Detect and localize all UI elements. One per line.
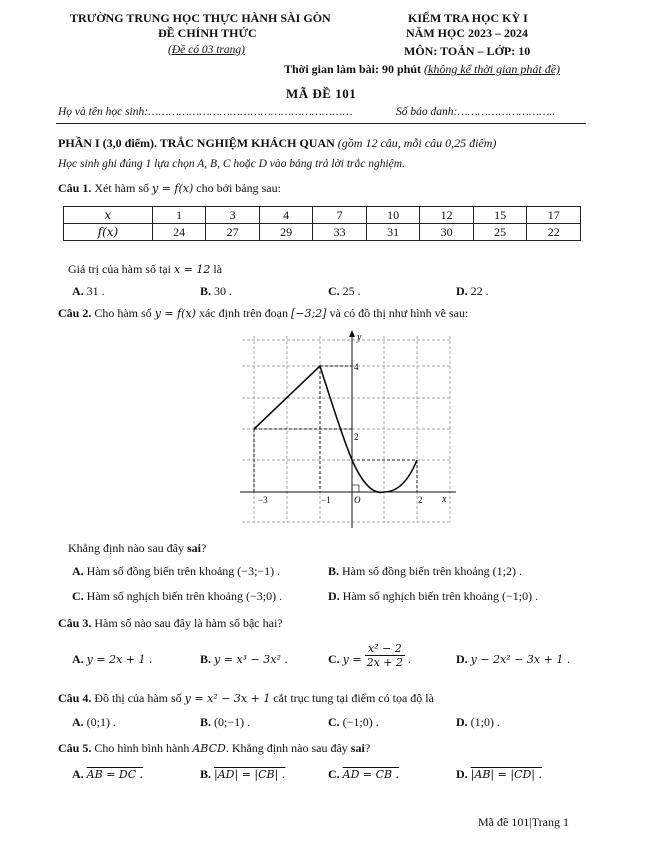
option-key: D. — [456, 284, 468, 298]
table-cell: 12 — [420, 207, 474, 224]
part1-title — [58, 136, 496, 151]
table-cell: 4 — [259, 207, 313, 224]
q3-stem — [58, 616, 283, 631]
q5-text-c: ? — [364, 741, 371, 755]
q4-option-c — [328, 715, 379, 730]
option-text: Hàm số nghịch biến trên khoảng (−1;0) . — [342, 589, 539, 603]
table-row-f — [64, 224, 581, 241]
part1-note: (gồm 12 câu, mỗi câu 0,25 điểm) — [337, 136, 497, 150]
table-cell: 29 — [259, 224, 313, 241]
option-text: y = x³ − 3x² . — [214, 653, 288, 666]
subject: MÔN: TOÁN – LỚP: 10 — [404, 44, 531, 58]
table-cell: x — [64, 207, 153, 224]
option-key: A. — [72, 715, 84, 729]
table-cell: 25 — [473, 224, 527, 241]
q5-label: Câu 5. — [58, 741, 92, 755]
q1-question-b: là — [213, 262, 223, 276]
option-text: Hàm số đồng biến trên khoảng (−3;−1) . — [86, 564, 281, 578]
option-key: C. — [72, 589, 84, 603]
tick-label-m3: −3 — [258, 495, 268, 505]
page-count: (Đề có 03 trang) — [168, 44, 245, 56]
q1-label: Câu 1. — [58, 181, 92, 195]
q2-text-b: xác định trên đoạn — [198, 306, 288, 320]
q1-option-c — [328, 284, 361, 299]
student-name-field: Họ và tên học sinh:…………………………………………………… — [58, 106, 353, 118]
q1-math: y = f(x) — [152, 182, 194, 195]
q2-option-d — [328, 589, 538, 604]
time-note: (không kể thời gian phát đề) — [424, 62, 561, 76]
option-key: A. — [72, 564, 84, 578]
option-text: (1;0) . — [470, 715, 500, 729]
student-id-field: Số báo danh:……………………….. — [396, 106, 556, 118]
q4-text-a: Đồ thị của hàm số — [94, 691, 182, 705]
option-key: B. — [200, 652, 212, 666]
q3-label: Câu 3. — [58, 616, 92, 630]
page-footer: Mã đề 101|Trang 1 — [478, 815, 569, 829]
option-key: B. — [200, 715, 212, 729]
q1-text-a: Xét hàm số — [94, 181, 149, 195]
q2-option-c — [72, 589, 282, 604]
q2-text-a: Cho hàm số — [94, 306, 152, 320]
q2-statement-a: Khẳng định nào sau đây — [68, 541, 184, 555]
x-axis-label: x — [442, 494, 447, 505]
option-key: C. — [328, 715, 340, 729]
fraction-numerator: x² − 2 — [365, 642, 405, 656]
q4-label: Câu 4. — [58, 691, 92, 705]
table-cell: 27 — [206, 224, 260, 241]
option-text: 31 . — [86, 284, 105, 298]
q2-statement-sai: sai — [186, 541, 201, 555]
q5-sai: sai — [350, 741, 365, 755]
q1-stem — [58, 181, 281, 196]
q1-option-b — [200, 284, 232, 299]
q3-option-b — [200, 652, 288, 667]
q5-option-a — [72, 767, 143, 782]
q1-option-d — [456, 284, 489, 299]
option-key: A. — [72, 652, 84, 666]
option-key: D. — [456, 715, 468, 729]
option-text-end: . — [408, 652, 412, 666]
table-cell: f(x) — [64, 224, 153, 241]
option-key: D. — [456, 652, 468, 666]
option-text: |AD| = |CB| . — [214, 768, 286, 781]
time-line — [284, 62, 560, 77]
option-text: 30 . — [214, 284, 233, 298]
q2-label: Câu 2. — [58, 306, 92, 320]
table-cell: 33 — [313, 224, 367, 241]
table-cell: 31 — [366, 224, 420, 241]
q4-text-b: cắt trục tung tại điểm có tọa độ là — [273, 691, 434, 705]
q3-fraction — [365, 642, 405, 669]
y-axis-arrow — [349, 330, 355, 337]
option-text: Hàm số đồng biến trên khoảng (1;2) . — [342, 564, 522, 578]
option-text: AB = DC . — [86, 768, 144, 781]
q1-question-a: Giá trị của hàm số tại — [68, 262, 171, 276]
q2-statement-c: ? — [201, 541, 207, 555]
option-key: C. — [328, 284, 340, 298]
q3-option-c — [328, 642, 411, 669]
header-divider — [56, 123, 586, 124]
q4-option-d — [456, 715, 500, 730]
table-cell: 1 — [152, 207, 206, 224]
q2-statement — [68, 541, 206, 556]
q2-math1: y = f(x) — [154, 307, 196, 320]
tick-label-4: 4 — [354, 362, 359, 372]
option-text: (0;−1) . — [214, 715, 251, 729]
option-text: Hàm số nghịch biến trên khoảng (−3;0) . — [86, 589, 283, 603]
option-text: y = 2x + 1 . — [86, 653, 153, 666]
school-year: NĂM HỌC 2023 – 2024 — [406, 26, 528, 40]
q4-option-a — [72, 715, 116, 730]
table-cell: 15 — [473, 207, 527, 224]
q2-option-a — [72, 564, 280, 579]
q5-stem — [58, 741, 370, 756]
table-cell: 10 — [366, 207, 420, 224]
q1-option-a — [72, 284, 105, 299]
option-text: AD = CB . — [342, 768, 400, 781]
q3-text: Hàm số nào sau đây là hàm số bậc hai? — [94, 616, 283, 630]
option-key: B. — [200, 767, 212, 781]
q1-text-b: cho bởi bảng sau: — [196, 181, 281, 195]
time-text: Thời gian làm bài: 90 phút — [284, 62, 422, 76]
q5-option-d — [456, 767, 542, 782]
option-text: y − 2x² − 3x + 1 . — [470, 653, 571, 666]
q5-option-c — [328, 767, 399, 782]
option-text: (−1;0) . — [342, 715, 379, 729]
option-text: 25 . — [342, 284, 361, 298]
q5-text-a: Cho hình bình hành — [94, 741, 190, 755]
fraction-denominator: 2x + 2 — [366, 656, 404, 669]
q4-math: y = x² − 3x + 1 — [184, 692, 271, 705]
q4-stem — [58, 691, 434, 706]
function-graph — [238, 326, 458, 532]
q2-math2: [−3;2] — [290, 307, 327, 320]
y-axis-label: y — [357, 332, 362, 343]
table-cell: 22 — [527, 224, 581, 241]
q5-option-b — [200, 767, 285, 782]
tick-label-m1: −1 — [321, 495, 331, 505]
q3-option-a — [72, 652, 153, 667]
table-cell: 3 — [206, 207, 260, 224]
table-cell: 30 — [420, 224, 474, 241]
option-key: D. — [328, 589, 340, 603]
table-cell: 17 — [527, 207, 581, 224]
option-key: C. — [328, 767, 340, 781]
option-key: B. — [200, 284, 212, 298]
q1-question — [68, 262, 222, 277]
option-key: D. — [456, 767, 468, 781]
table-row-x — [64, 207, 581, 224]
option-text: |AB| = |CD| . — [470, 768, 542, 781]
table-cell: 24 — [152, 224, 206, 241]
q4-option-b — [200, 715, 250, 730]
official-label: ĐỀ CHÍNH THỨC — [158, 26, 257, 40]
q1-question-math: x = 12 — [173, 263, 211, 276]
value-table — [63, 206, 581, 241]
table-cell: 7 — [313, 207, 367, 224]
school-name: TRƯỜNG TRUNG HỌC THỰC HÀNH SÀI GÒN — [70, 11, 331, 25]
tick-label-2x: 2 — [418, 495, 423, 505]
exam-title: KIỂM TRA HỌC KỲ I — [408, 11, 528, 25]
tick-label-2: 2 — [354, 432, 359, 442]
q3-option-d — [456, 652, 570, 667]
option-key: A. — [72, 767, 84, 781]
option-text: (0;1) . — [86, 715, 116, 729]
exam-code: MÃ ĐỀ 101 — [286, 86, 357, 101]
option-key: A. — [72, 284, 84, 298]
q2-option-b — [328, 564, 522, 579]
origin-label: O — [354, 495, 361, 505]
q2-text-c: và có đồ thị như hình vẽ sau: — [329, 306, 469, 320]
q5-math: ABCD — [192, 742, 226, 755]
part1-instruction: Học sinh ghi đúng 1 lựa chọn A, B, C hoặc D vào bảng trả lời trắc nghiệm. — [58, 158, 405, 170]
option-text: y = — [342, 653, 362, 666]
q5-text-b: . Khẳng định nào sau đây — [225, 741, 348, 755]
option-key: C. — [328, 652, 340, 666]
part1-heading: PHẦN I (3,0 điểm). TRẮC NGHIỆM KHÁCH QUAN — [58, 136, 335, 150]
option-text: 22 . — [470, 284, 489, 298]
q2-stem — [58, 306, 468, 321]
option-key: B. — [328, 564, 340, 578]
